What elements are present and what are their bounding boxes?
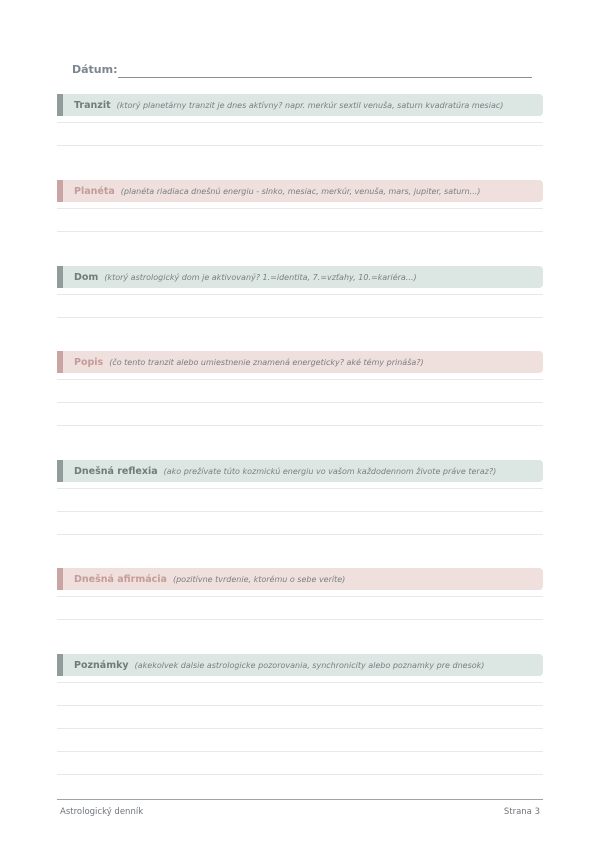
section-header-poznamky	[57, 654, 543, 676]
writing-line[interactable]	[57, 488, 543, 489]
section-header-popis	[57, 351, 543, 373]
writing-line[interactable]	[57, 728, 543, 729]
section-accent-bar	[57, 94, 63, 116]
section-header-afirmacia	[57, 568, 543, 590]
section-desc-dom: (ktorý astrologický dom je aktivovaný? 1.=identita, 7.=vzťahy, 10.=kariéra...)	[104, 272, 417, 282]
writing-line[interactable]	[57, 705, 543, 706]
section-desc-popis: (čo tento tranzit alebo umiestnenie znamená energeticky? aké témy prináša?)	[109, 357, 424, 367]
date-label: Dátum:	[72, 63, 118, 76]
writing-line[interactable]	[57, 294, 543, 295]
writing-line[interactable]	[57, 619, 543, 620]
section-accent-bar	[57, 460, 63, 482]
writing-line[interactable]	[57, 511, 543, 512]
section-title-planeta: Planéta	[74, 185, 115, 197]
section-accent-bar	[57, 266, 63, 288]
writing-line[interactable]	[57, 402, 543, 403]
date-input-line[interactable]	[118, 77, 532, 78]
writing-line[interactable]	[57, 208, 543, 209]
writing-line[interactable]	[57, 317, 543, 318]
section-header-tranzit	[57, 94, 543, 116]
writing-line[interactable]	[57, 774, 543, 775]
section-desc-reflexia: (ako prežívate túto kozmickú energiu vo vašom každodennom živote práve teraz?)	[163, 466, 497, 476]
section-title-tranzit: Tranzit	[74, 99, 111, 111]
section-accent-bar	[57, 568, 63, 590]
writing-line[interactable]	[57, 751, 543, 752]
section-desc-tranzit: (ktorý planetárny tranzit je dnes aktívny? napr. merkúr sextil venuša, saturn kvadratúra mesiac)	[116, 100, 504, 110]
section-title-reflexia: Dnešná reflexia	[74, 465, 158, 477]
section-accent-bar	[57, 180, 63, 202]
section-header-dom	[57, 266, 543, 288]
writing-line[interactable]	[57, 425, 543, 426]
section-accent-bar	[57, 654, 63, 676]
writing-line[interactable]	[57, 145, 543, 146]
footer-divider	[57, 799, 543, 800]
section-desc-planeta: (planéta riadiaca dnešnú energiu - slnko, mesiac, merkúr, venuša, mars, jupiter, saturn...)	[120, 186, 481, 196]
section-desc-afirmacia: (pozitívne tvrdenie, ktorému o sebe veríte)	[172, 574, 346, 584]
writing-line[interactable]	[57, 379, 543, 380]
section-header-reflexia	[57, 460, 543, 482]
section-accent-bar	[57, 351, 63, 373]
section-desc-poznamky: (akekolvek dalsie astrologicke pozorovania, synchronicity alebo poznamky pre dnesok)	[134, 660, 485, 670]
date-row	[72, 63, 532, 79]
section-title-poznamky: Poznámky	[74, 659, 129, 671]
writing-line[interactable]	[57, 596, 543, 597]
writing-line[interactable]	[57, 682, 543, 683]
section-header-planeta	[57, 180, 543, 202]
section-title-popis: Popis	[74, 356, 104, 368]
section-title-afirmacia: Dnešná afirmácia	[74, 573, 167, 585]
section-title-dom: Dom	[74, 271, 99, 283]
page-number: Strana 3	[503, 807, 540, 817]
writing-line[interactable]	[57, 231, 543, 232]
footer-title: Astrologický denník	[60, 807, 144, 817]
writing-line[interactable]	[57, 122, 543, 123]
writing-line[interactable]	[57, 534, 543, 535]
